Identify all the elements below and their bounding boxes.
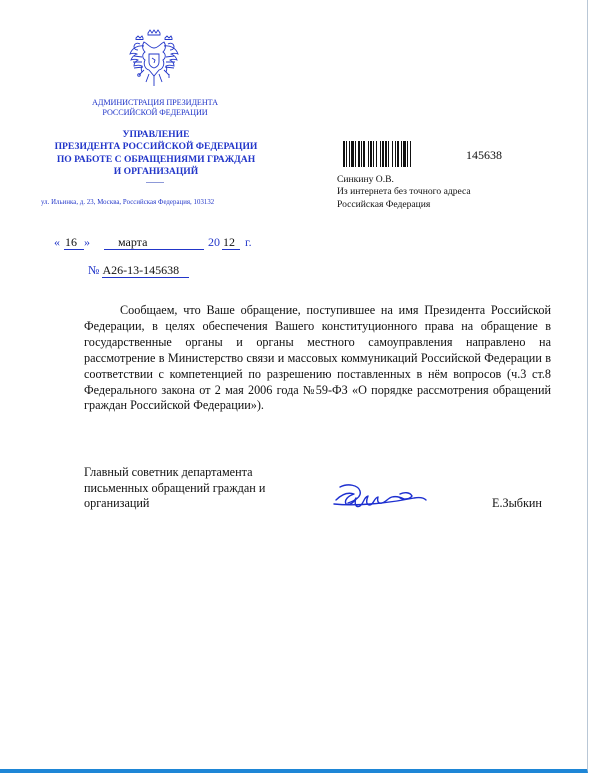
date-day: 16 [65,235,77,249]
barcode-bar [382,141,384,167]
barcode-bar [401,141,402,167]
barcode-bar [380,141,381,167]
barcode-bar [358,141,360,167]
barcode-bar [363,141,365,167]
date-year-abbr: г. [245,235,252,249]
reference-number [88,263,189,278]
recipient-name: Синкину О.В. [337,174,394,185]
dept-line: ПО РАБОТЕ С ОБРАЩЕНИЯМИ ГРАЖДАН [56,153,256,165]
date-year-underline [222,249,240,250]
dept-line: И ОРГАНИЗАЦИЙ [113,166,199,178]
signer-title-line: организаций [84,496,150,511]
date-year-suffix: 12 [223,235,235,249]
admin-line-2: РОССИЙСКОЙ ФЕДЕРАЦИИ [102,108,208,117]
dept-line: ПРЕЗИДЕНТА РОССИЙСКОЙ ФЕДЕРАЦИИ [54,141,258,153]
divider [146,182,164,183]
barcode-bar [343,141,345,167]
barcode-bar [349,141,350,167]
recipient-block [337,174,471,211]
reference-prefix: № [88,263,100,277]
signer-title [84,465,304,512]
signer-title-line: Главный советник департамента [84,465,253,479]
body-paragraph: Сообщаем, что Ваше обращение, поступившее на имя Президента Российской Федерации, в целях обеспечения Вашего конституционного права на обращение в государственные органы и органы местного самоуправления направлено на рассмотрение в Министерство связи и массовых коммуникаций Российской Федерации в соответствии с компетенцией по разрешению поставленных в нём вопросов (ч.3 ст.8 Федерального закона от 2 мая 2006 года №59-ФЗ «О порядке рассмотрения обращений граждан Российской Федерации»). [84,303,551,413]
letter-body [84,303,551,414]
address: ул. Ильинка, д. 23, Москва, Российская Федерация, 103132 [41,199,215,206]
barcode-bar [385,141,387,167]
handwritten-signature-icon [330,478,434,518]
barcode-bar [373,141,374,167]
signer-name: Е.Зыбкин [492,496,542,510]
barcode-bar [403,141,406,167]
date-year-prefix: 20 [208,235,220,249]
reference-value: А26-13-145638 [102,263,189,278]
barcode-icon [343,141,435,167]
barcode-bar [370,141,372,167]
barcode-bar [361,141,362,167]
date-open-quote: « [54,235,60,249]
recipient-line: Российская Федерация [337,198,431,210]
admin-line-1: АДМИНИСТРАЦИЯ ПРЕЗИДЕНТА [92,98,218,107]
department-name [48,129,264,179]
dept-line: УПРАВЛЕНИЕ [122,129,190,140]
barcode-bar [410,141,411,167]
barcode-bar [376,141,377,167]
date-line [54,235,274,253]
barcode-bar [395,141,396,167]
barcode-bar [368,141,369,167]
barcode-bar [397,141,399,167]
date-close-quote: » [84,235,90,249]
barcode-number: 145638 [466,148,502,162]
administration-name [70,98,240,118]
date-month: марта [118,235,148,249]
recipient-line: Из интернета без точного адреса [337,186,471,198]
barcode-bar [346,141,347,167]
double-headed-eagle-emblem-icon [128,28,180,90]
signer-title-line: письменных обращений граждан и [84,480,266,495]
barcode-bar [407,141,408,167]
barcode-bar [355,141,356,167]
date-day-underline [64,249,84,250]
barcode-bar [388,141,389,167]
barcode-bar [392,141,393,167]
barcode-bar [351,141,354,167]
